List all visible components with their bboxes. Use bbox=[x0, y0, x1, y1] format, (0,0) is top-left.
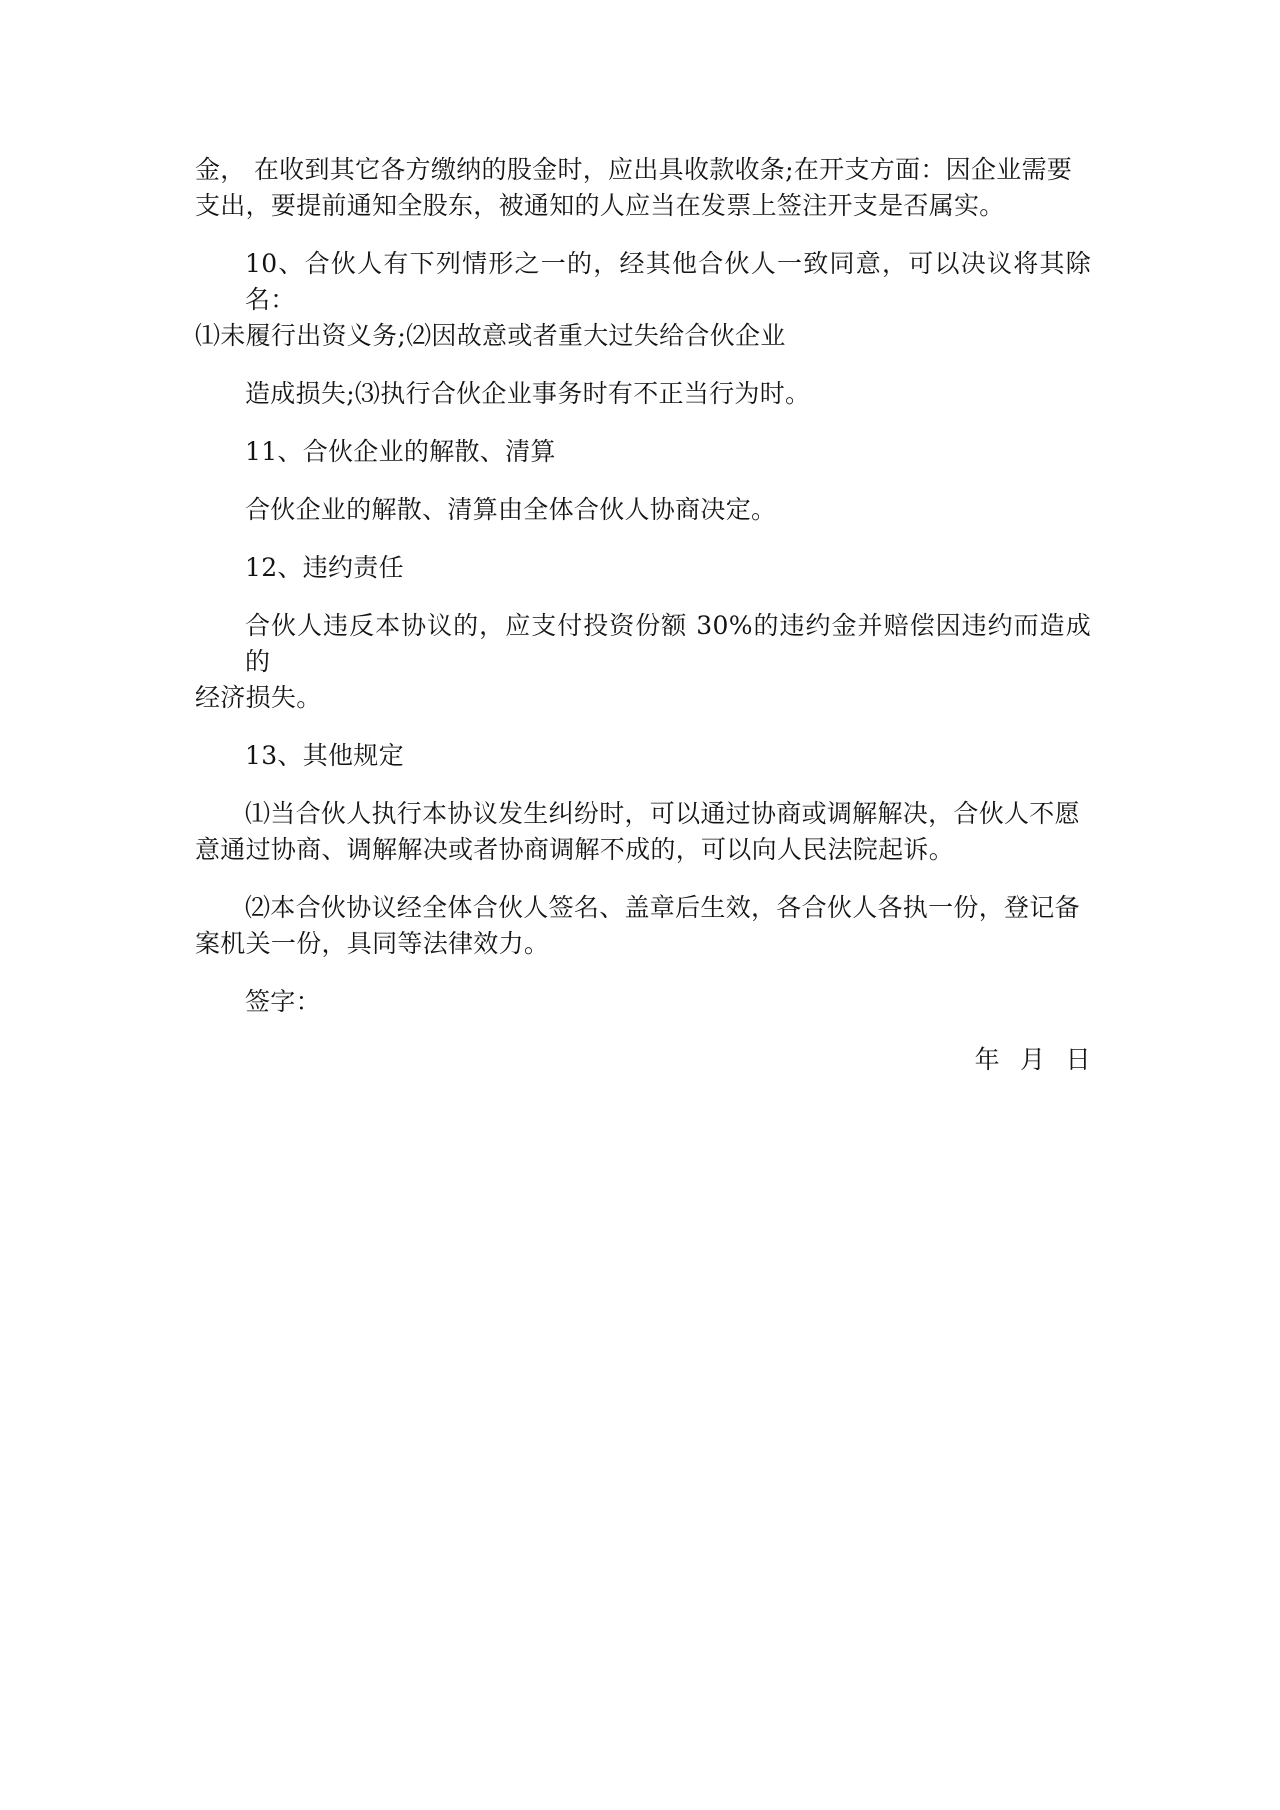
text-line: 意通过协商、调解解决或者协商调解不成的，可以向人民法院起诉。 bbox=[195, 835, 955, 864]
section-11-body: 合伙企业的解散、清算由全体合伙人协商决定。 bbox=[245, 495, 777, 524]
text-line: 造成损失;⑶执行合伙企业事务时有不正当行为时。 bbox=[245, 379, 811, 408]
text-line: 10、合伙人有下列情形之一的，经其他合伙人一致同意，可以决议将其除名： bbox=[245, 249, 1091, 314]
section-12-heading: 12、违约责任 bbox=[245, 553, 404, 582]
section-11-heading: 11、合伙企业的解散、清算 bbox=[245, 437, 556, 466]
text-line: 合伙人违反本协议的，应支付投资份额 30%的违约金并赔偿因违约而造成的 bbox=[245, 611, 1091, 676]
clause-10-continuation bbox=[195, 376, 1091, 412]
signature-label: 签字： bbox=[245, 987, 321, 1016]
section-13-heading: 13、其他规定 bbox=[245, 741, 404, 770]
text-line: ⑵本合伙协议经全体合伙人签名、盖章后生效，各合伙人各执一份，登记备 bbox=[245, 893, 1080, 922]
text-line: ⑴未履行出资义务;⑵因故意或者重大过失给合伙企业 bbox=[195, 321, 786, 350]
date-line: 年 月 日 bbox=[974, 1045, 1091, 1074]
clause-10 bbox=[195, 246, 1091, 354]
text-line: 金， 在收到其它各方缴纳的股金时，应出具收款收条;在开支方面：因企业需要 bbox=[195, 155, 1073, 184]
section-13-item-1 bbox=[195, 796, 1091, 868]
text-line: ⑴当合伙人执行本协议发生纠纷时，可以通过协商或调解解决，合伙人不愿 bbox=[245, 799, 1080, 828]
paragraph-continuation bbox=[195, 152, 1091, 224]
section-13-item-2 bbox=[195, 890, 1091, 962]
section-12-body bbox=[195, 608, 1091, 716]
document-body bbox=[195, 152, 1091, 1098]
text-line: 经济损失。 bbox=[195, 683, 322, 712]
text-line: 案机关一份，具同等法律效力。 bbox=[195, 929, 550, 958]
text-line: 支出，要提前通知全股东，被通知的人应当在发票上签注开支是否属实。 bbox=[195, 191, 1005, 220]
